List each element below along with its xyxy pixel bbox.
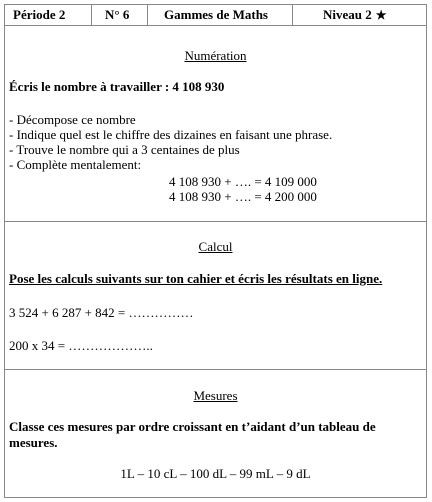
numeration-item-3: - Trouve le nombre qui a 3 centaines de plus: [9, 142, 240, 157]
niveau-label: Niveau 2: [323, 7, 372, 22]
mesures-values: 1L – 10 cL – 100 dL – 99 mL – 9 dL: [120, 466, 311, 481]
calcul-title: Calcul: [198, 239, 233, 254]
page-title: Gammes de Maths: [148, 5, 293, 25]
calcul-operation-1: 3 524 + 6 287 + 842 = ……………: [9, 305, 194, 320]
numeration-instruction: Écris le nombre à travailler : 4 108 930: [9, 79, 225, 94]
numeration-equation-2: 4 108 930 + …. = 4 200 000: [169, 189, 317, 204]
numeration-item-2: - Indique quel est le chiffre des dizaines en faisant une phrase.: [9, 127, 333, 142]
numero-label: N° 6: [92, 5, 148, 25]
calcul-operation-2: 200 x 34 = ………………..: [9, 338, 153, 353]
mesures-instruction: Classe ces mesures par ordre croissant en t’aidant d’un tableau de mesures.: [9, 419, 376, 450]
numeration-section: [5, 26, 426, 222]
calcul-instruction: Pose les calculs suivants sur ton cahier et écris les résultats en ligne.: [9, 271, 383, 286]
header-row: [5, 5, 426, 26]
niveau-cell: [293, 5, 426, 25]
star-icon: ★: [375, 8, 387, 22]
mesures-title: Mesures: [193, 388, 238, 403]
numeration-title: Numération: [184, 48, 247, 63]
periode-label: Période 2: [5, 5, 92, 25]
calcul-section: [5, 223, 426, 370]
numeration-item-4: - Complète mentalement:: [9, 157, 142, 172]
mesures-section: [5, 371, 426, 497]
worksheet: [4, 4, 427, 498]
numeration-item-1: - Décompose ce nombre: [9, 112, 136, 127]
numeration-equation-1: 4 108 930 + …. = 4 109 000: [169, 174, 317, 189]
